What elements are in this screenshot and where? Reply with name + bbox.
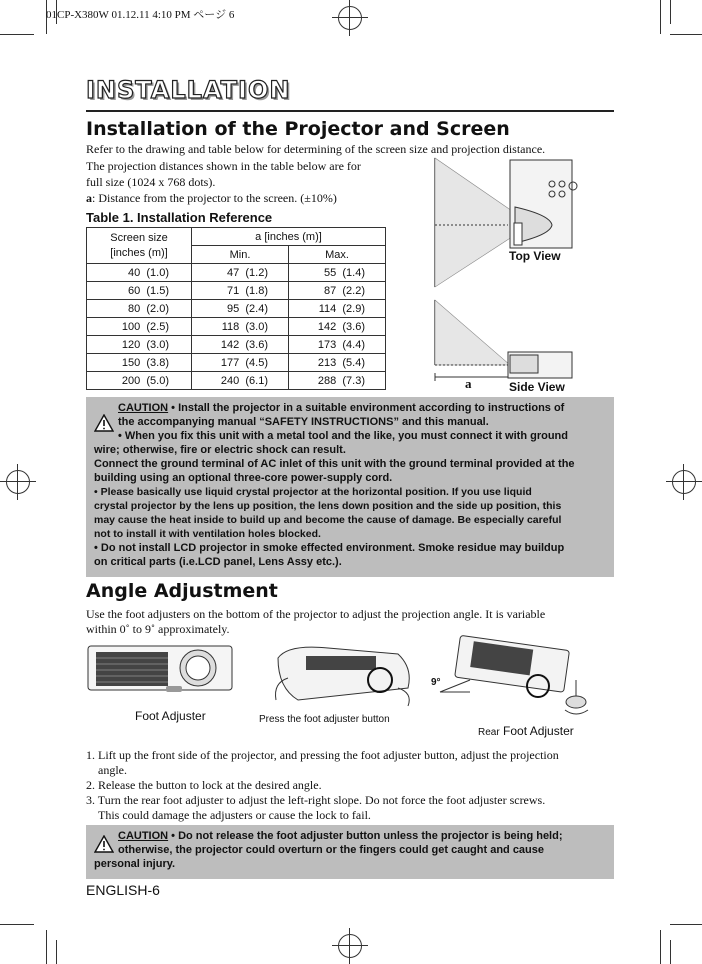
registration-mark-left — [0, 464, 36, 500]
crop-mark — [670, 34, 702, 35]
table-cell: 118 (3.0) — [192, 318, 289, 336]
caution-text: Connect the ground terminal of AC inlet of this unit with the ground terminal provided at the — [94, 458, 575, 470]
caution-text: building using an optional three-core power-supply cord. — [94, 472, 393, 484]
section-intro: within 0˚ to 9˚ approximately. — [86, 622, 230, 636]
table-row — [87, 336, 386, 354]
table-cell: 142 (3.6) — [289, 318, 386, 336]
caution-text: • Do not release the foot adjuster button unless the projector is being held; — [168, 830, 563, 842]
table-cell: 100 (2.5) — [87, 318, 192, 336]
caution-text: • Do not install LCD projector in smoke effected environment. Smoke residue may buildup — [94, 542, 565, 554]
crop-mark — [670, 0, 671, 24]
table-cell: 80 (2.0) — [87, 300, 192, 318]
table-header-screen-size — [87, 228, 192, 264]
caution-text: wire; otherwise, fire or electric shock can result. — [94, 444, 346, 456]
page-title: INSTALLATION — [86, 76, 291, 104]
list-item: 1. Lift up the front side of the projector, and pressing the foot adjuster button, adjust the projection — [86, 748, 559, 762]
table-row — [87, 372, 386, 390]
table-header-min: Min. — [192, 246, 289, 264]
list-item: angle. — [98, 763, 127, 777]
caution-text: • When you fix this unit with a metal tool and the like, you must connect it with ground — [118, 430, 568, 442]
table-cell: 213 (5.4) — [289, 354, 386, 372]
caution-text: may cause the heat inside to build up and become the cause of damage. Be especially careful — [94, 514, 562, 526]
crop-mark — [670, 924, 702, 925]
table-cell: 47 (1.2) — [192, 264, 289, 282]
table-title: Table 1. Installation Reference — [86, 210, 273, 225]
steps-list — [86, 748, 614, 823]
table-cell: 200 (5.0) — [87, 372, 192, 390]
side-view-diagram — [435, 300, 572, 381]
caution-text: on critical parts (i.e.LCD panel, Lens Assy etc.). — [94, 556, 342, 568]
table-header-max: Max. — [289, 246, 386, 264]
table-cell: 177 (4.5) — [192, 354, 289, 372]
caution-text: otherwise, the projector could overturn or the fingers could get caught and cause — [118, 844, 545, 856]
table-cell: 71 (1.8) — [192, 282, 289, 300]
table-cell: 55 (1.4) — [289, 264, 386, 282]
note-line: The projection distances shown in the table below are for — [86, 159, 361, 173]
caution-text: crystal projector by the lens up position, the lens down position and the side up position, this — [94, 500, 562, 512]
crop-mark — [670, 940, 671, 964]
caution-label: CAUTION — [118, 830, 169, 842]
table-cell: 60 (1.5) — [87, 282, 192, 300]
a-symbol: a — [86, 191, 92, 205]
section-heading-installation: Installation of the Projector and Screen — [86, 118, 510, 140]
foot-adjuster-label: Foot Adjuster — [135, 709, 206, 723]
side-view-label: Side View — [509, 380, 565, 394]
registration-mark-bottom — [332, 928, 368, 964]
projector-front-illustration — [86, 644, 236, 694]
table-cell: 142 (3.6) — [192, 336, 289, 354]
section-intro: Refer to the drawing and table below for determining of the screen size and projection distance. — [86, 142, 546, 156]
caution-text: • Please basically use liquid crystal projector at the horizontal position. If you use liquid — [94, 486, 532, 498]
print-header-meta: 01CP-X380W 01.12.11 4:10 PM ページ 6 — [46, 9, 235, 21]
caution-text: not to install it with ventilation holes blocked. — [94, 528, 321, 540]
section-heading-angle: Angle Adjustment — [86, 580, 278, 602]
projection-diagram — [430, 155, 590, 395]
table-cell: 120 (3.0) — [87, 336, 192, 354]
table-cell: 150 (3.8) — [87, 354, 192, 372]
list-item: 3. Turn the rear foot adjuster to adjust the left-right slope. Do not force the foot adjuster screws. — [86, 793, 546, 807]
table-cell: 95 (2.4) — [192, 300, 289, 318]
installation-table — [86, 227, 386, 390]
rear-adjuster-illustration — [430, 632, 600, 720]
table-row — [87, 318, 386, 336]
rear-word: Rear — [478, 727, 500, 738]
press-button-label: Press the foot adjuster button — [259, 714, 390, 725]
table-cell: 114 (2.9) — [289, 300, 386, 318]
caution-text: the accompanying manual “SAFETY INSTRUCTIONS” and this manual. — [118, 416, 489, 428]
caution-label: CAUTION — [118, 402, 169, 414]
page-footer: ENGLISH-6 — [86, 882, 160, 898]
note-line: full size (1024 x 768 dots). — [86, 175, 216, 189]
top-view-diagram — [435, 158, 577, 287]
table-row — [87, 300, 386, 318]
crop-mark — [46, 930, 47, 964]
header-text: [inches (m)] — [110, 246, 168, 259]
rear-foot-adjuster-label — [478, 724, 574, 738]
list-item: This could damage the adjusters or cause the lock to fail. — [98, 808, 371, 822]
table-cell: 173 (4.4) — [289, 336, 386, 354]
table-header-a: a [inches (m)] — [192, 228, 386, 246]
registration-mark-top — [332, 0, 368, 36]
table-row — [87, 264, 386, 282]
warning-icon — [94, 835, 114, 853]
note-line — [86, 190, 337, 206]
caution-text: personal injury. — [94, 858, 176, 870]
crop-mark — [660, 930, 661, 964]
angle-label: 9° — [431, 677, 441, 688]
table-cell: 240 (6.1) — [192, 372, 289, 390]
crop-mark — [56, 940, 57, 964]
table-row — [87, 354, 386, 372]
rear-label-text: Foot Adjuster — [503, 724, 574, 738]
table-cell: 87 (2.2) — [289, 282, 386, 300]
header-text: Screen size — [110, 231, 168, 244]
crop-mark — [0, 924, 34, 925]
caution-box-installation — [86, 397, 614, 577]
table-cell: 288 (7.3) — [289, 372, 386, 390]
warning-icon — [94, 414, 114, 432]
list-item: 2. Release the button to lock at the desired angle. — [86, 778, 322, 792]
registration-mark-right — [666, 464, 702, 500]
table-cell: 40 (1.0) — [87, 264, 192, 282]
caution-box-angle — [86, 825, 614, 879]
caution-text: • Install the projector in a suitable environment according to instructions of — [168, 402, 565, 414]
table-row — [87, 282, 386, 300]
distance-a-label: a — [465, 376, 472, 391]
crop-mark — [0, 34, 34, 35]
press-button-illustration — [268, 638, 418, 710]
crop-mark — [660, 0, 661, 34]
section-intro: Use the foot adjusters on the bottom of the projector to adjust the projection angle. It is variable — [86, 607, 546, 621]
note-text: : Distance from the projector to the screen. (±10%) — [92, 191, 337, 205]
top-view-label: Top View — [509, 249, 561, 263]
title-rule — [86, 110, 614, 112]
